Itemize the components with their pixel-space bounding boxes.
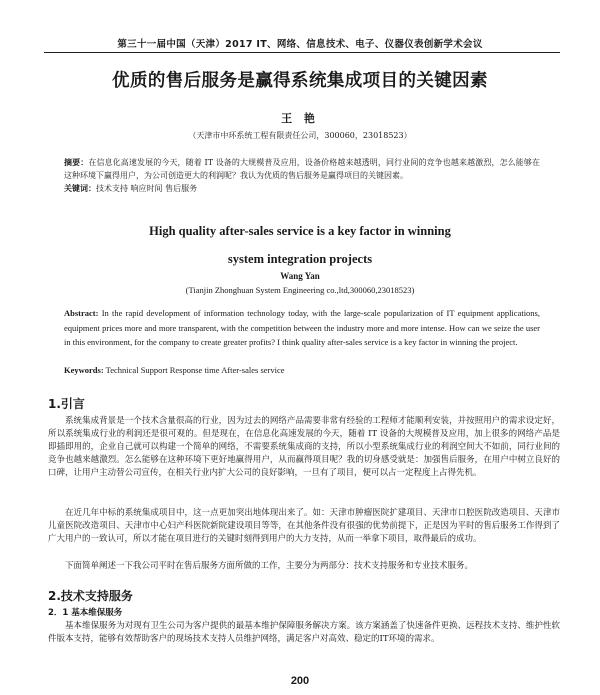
paper-title-en-line1: High quality after-sales service is a key factor in winning [149, 224, 451, 238]
abstract-en [64, 306, 540, 350]
section-2-1-paragraph: 基本维保服务为对现有卫生公司为客户提供的最基本维护保障服务解决方案。该方案涵盖了快速备件更换、远程技术支持、维护性软件版本支持，能够有效帮助客户的现场技术支持人员维护网络，满足客户对高效、稳定的IT环境的需求。 [48, 621, 560, 644]
affiliation-en: (Tianjin Zhonghuan System Engineering co.,ltd,300060,23018523) [185, 285, 415, 295]
keywords-en-label: Keywords: [64, 365, 104, 375]
page-number: 200 [290, 675, 310, 687]
abstract-cn-text: 在信息化高速发展的今天，随着 IT 设备的大规模普及应用，设备价格越来越透明，同行业间的竞争也越来越激烈，怎么能够在这种环境下赢得用户，为公司创造更大的利润呢？我认为优质的售后服务是赢得项目的关键因素。 [64, 158, 541, 180]
section-2-heading: 2.技术支持服务 [48, 589, 133, 603]
author-en: Wang Yan [280, 271, 320, 281]
author-cn: 王 艳 [281, 112, 319, 125]
section-1-paragraph-2: 在近几年中标的系统集成项目中，这一点更加突出地体现出来了。如：天津市肿瘤医院扩建项目、天津市口腔医院改造项目、天津市儿童医院改造项目、天津市中心妇产科医院新院建设项目等等，在其他条件没有很强的优势前提下，正是因为平时的售后服务工作得到了广大用户的一致认可，所以才能在项目进行的关键时刻得到用户的大力支持，从而一举拿下项目，取得最后的成功。 [48, 508, 560, 544]
keywords-en-text: Technical Support Response time After-sales service [105, 365, 285, 375]
keywords-cn [64, 183, 540, 194]
abstract-cn [64, 156, 540, 182]
abstract-en-text: In the rapid development of information technology today, with the large-scale popularization of IT equipment applications, equipment prices more and more transparent, with the competition between the industry more and more intense. How can we seize the user in this environment, for the company to create greater profits? I think quality after-sales service is a key factor in winning the project. [64, 308, 540, 347]
abstract-en-label: Abstract: [64, 308, 99, 318]
section-1-paragraph-1: 系统集成背景是一个技术含量很高的行业，因为过去的网络产品需要非常有经验的工程师才能顺利安装，并按照用户的需求设定好，所以系统集成行业的利润还是很可观的。但是现在，在信息化高速发展的今天，随着 IT 设备的大规模普及应用，加上很多的网络产品是即插即用的，企业自己就可以构建一个简单的网络，不需要系统集成商的支持，所以小型系统集成行业的利润空间大不如前，同行业间的竞争也越来越激烈。怎么能够在这种环境下更好地赢得用户，从而赢得项目呢？我的切身感受就是：加强售后服务，在用户中树立良好的口碑，让用户主动替公司宣传，在相关行业内扩大公司的良好影响，一旦有了项目，便可以占一定程度上占得先机。 [48, 416, 560, 478]
paper-title-en-line2: system integration projects [227, 252, 373, 266]
section-1-paragraph-3: 下面简单阐述一下我公司平时在售后服务方面所做的工作，主要分为两部分：技术支持服务和专业技术服务。 [65, 561, 474, 571]
section-2-1-heading: 2．1 基本维保服务 [48, 608, 123, 618]
keywords-cn-text: 技术支持 响应时间 售后服务 [96, 184, 198, 193]
affiliation-cn: （天津市中环系统工程有限责任公司，300060，23018523） [188, 131, 412, 140]
keywords-cn-label: 关键词： [64, 183, 96, 193]
keywords-en [64, 365, 540, 375]
header-rule [44, 52, 560, 53]
section-1-heading: 1.引言 [48, 397, 85, 411]
abstract-cn-label: 摘要： [64, 157, 89, 167]
running-header: 第三十一届中国（天津）2017 IT、网络、信息技术、电子、仪器仪表创新学术会议 [117, 39, 483, 50]
paper-title-en [40, 217, 560, 273]
paper-title-cn: 优质的售后服务是赢得系统集成项目的关键因素 [112, 71, 488, 91]
